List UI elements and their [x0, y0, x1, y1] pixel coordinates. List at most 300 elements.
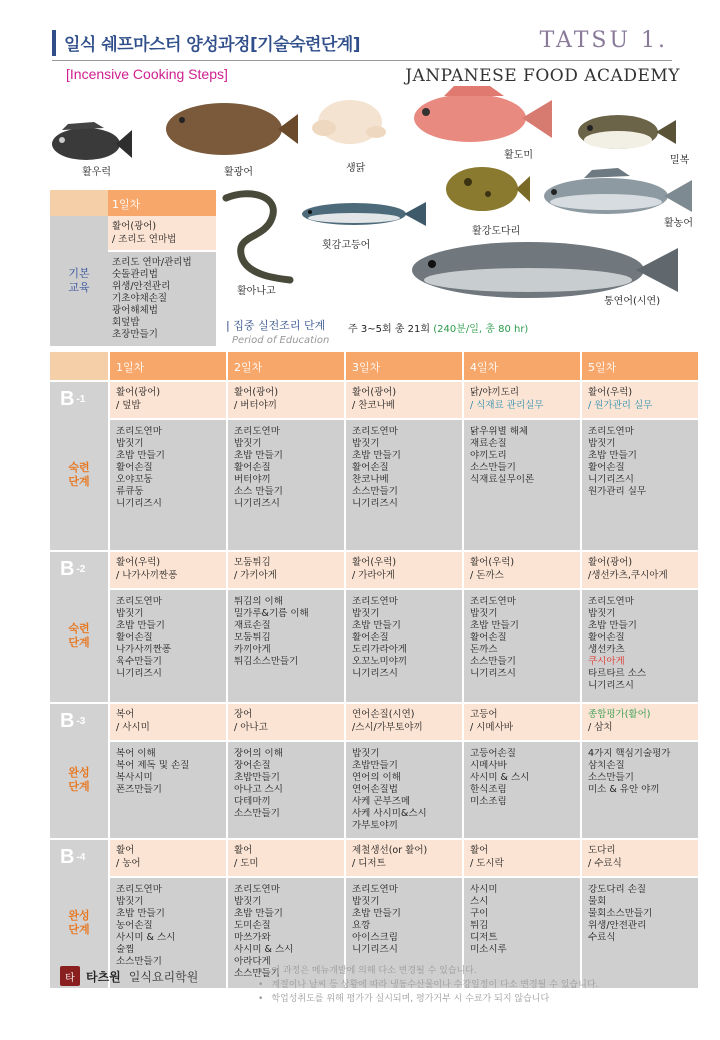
day-menu	[228, 840, 344, 876]
day-menu	[346, 840, 462, 876]
subtitle: [Incensive Cooking Steps]	[66, 66, 228, 82]
day-item: 조리도연마	[352, 426, 398, 437]
day-cell	[462, 552, 580, 702]
day-cell	[226, 704, 344, 838]
day-cell	[344, 704, 462, 838]
stage-label	[50, 766, 108, 794]
day-menu-line: 모둠튀김	[234, 557, 271, 568]
intro-corner	[50, 190, 108, 216]
stage-label-line: 단계	[68, 923, 90, 936]
day-cell	[462, 382, 580, 550]
stage-label-line: 숙련	[68, 461, 90, 474]
day-header: 3일차	[344, 352, 462, 380]
day-item: 4가지 핵심기술평가	[588, 748, 671, 759]
day-item: 초밥 만들기	[352, 908, 401, 919]
day-item: 고등어손질	[470, 748, 516, 759]
day-menu	[464, 552, 580, 588]
day-item: 소스 만들기	[234, 486, 283, 497]
day-item: 아라다게	[234, 956, 271, 967]
stage-side	[50, 382, 108, 550]
day-item: 아이스크림	[352, 932, 398, 943]
day-items	[582, 876, 698, 988]
day-item: 밥짓기	[352, 748, 380, 759]
day-item: 오꼬노미야끼	[352, 656, 408, 667]
day-item: 시메사바	[470, 760, 507, 771]
day-menu-line: /생선카츠,쿠시아게	[588, 570, 668, 581]
stage-code-number: -2	[76, 564, 86, 576]
day-item: 생선카츠	[588, 644, 625, 655]
day-item: 밥짓기	[234, 896, 262, 907]
day-item: 복어 이해	[116, 748, 156, 759]
stage-code-number: -4	[76, 852, 86, 864]
period-english: Period of Education	[232, 335, 330, 346]
period-frequency: 주 3~5회 총 21회	[348, 324, 431, 335]
day-item: 농어손질	[116, 920, 153, 931]
day-cell	[226, 552, 344, 702]
stage-label	[50, 909, 108, 937]
day-item: 수료식	[588, 932, 616, 943]
day-item: 니기리즈시	[234, 498, 280, 509]
day-item: 밥짓기	[352, 608, 380, 619]
day-item: 밥짓기	[116, 896, 144, 907]
day-item: 소스만들기	[116, 956, 162, 967]
day-item: 소스만들기	[470, 462, 516, 473]
fish-label: 횟감고등어	[322, 240, 371, 251]
day-item: 폰즈만들기	[116, 784, 162, 795]
stage-label-line: 숙련	[68, 622, 90, 635]
day-menu-line: 활어(광어)	[116, 387, 161, 398]
grid-corner	[50, 352, 108, 380]
intro-items	[108, 252, 216, 346]
day-items	[464, 588, 580, 702]
day-item: 소스만들기	[470, 656, 516, 667]
day-item: 초밥 만들기	[352, 450, 401, 461]
stage-code-letter: B	[60, 388, 75, 410]
day-menu-line: 활어(광어)	[234, 387, 279, 398]
day-item: 활어손질	[352, 632, 389, 643]
intro-menu-line: 활어(광어)	[112, 221, 157, 232]
day-menu	[582, 704, 698, 740]
day-item: 밥짓기	[588, 438, 616, 449]
day-cell	[580, 382, 698, 550]
day-menu	[110, 840, 226, 876]
day-item: 복어 제독 및 손질	[116, 760, 190, 771]
footer-logo	[60, 966, 198, 986]
day-item: 버터야끼	[234, 474, 271, 485]
day-item: 밥짓기	[116, 608, 144, 619]
day-item: 복사시미	[116, 772, 153, 783]
day-item: 니기리즈시	[352, 668, 398, 679]
stage-code	[60, 388, 85, 411]
day-item: 강도다리 손질	[588, 884, 647, 895]
day-menu-line: / 버터야끼	[234, 400, 277, 411]
day-menu-line: /스시/가부토야끼	[352, 722, 423, 733]
day-item: 디저트	[470, 932, 498, 943]
intro-stage-text: 기본 교육	[68, 267, 90, 294]
day-menu-line: 활어(우럭)	[116, 557, 161, 568]
day-menu	[464, 840, 580, 876]
day-cell	[108, 704, 226, 838]
day-item: 활어손질	[588, 462, 625, 473]
day-item: 밥짓기	[588, 608, 616, 619]
day-item: 조리도연마	[588, 596, 634, 607]
intro-item: 초장만들기	[112, 329, 158, 340]
day-item: 도미손질	[234, 920, 271, 931]
day-item: 조리도연마	[352, 884, 398, 895]
intro-table	[50, 190, 216, 346]
day-items	[228, 418, 344, 550]
day-menu	[228, 552, 344, 588]
day-item: 활어손질	[234, 462, 271, 473]
fish-label: 활아나고	[237, 286, 276, 297]
day-menu-line: 활어(우럭)	[470, 557, 515, 568]
day-cell	[462, 704, 580, 838]
day-item: 튀김	[470, 920, 489, 931]
day-item: 조리도연마	[234, 426, 280, 437]
snapper-image	[404, 82, 554, 150]
page-title: 일식 쉐프마스터 양성과정[기술숙련단계]	[64, 35, 361, 55]
day-item: 활어손질	[588, 632, 625, 643]
pufferfish-image	[568, 110, 678, 154]
day-items	[346, 588, 462, 702]
day-menu-line: 복어	[116, 709, 135, 720]
day-item: 닭우위별 해체	[470, 426, 529, 437]
footer-note: • 학업성취도를 위해 평가가 실시되며, 평가거부 시 수료가 되지 않습니다	[258, 992, 598, 1006]
fish-label: 활도미	[504, 150, 533, 161]
day-header: 5일차	[580, 352, 698, 380]
day-header: 1일차	[108, 352, 226, 380]
day-item: 아나고 스시	[234, 784, 283, 795]
day-item: 사케 곤부즈메	[352, 796, 411, 807]
day-items	[110, 418, 226, 550]
day-item: 조리도연마	[116, 596, 162, 607]
day-item: 미소조림	[470, 796, 507, 807]
day-menu-line: 활어(광어)	[352, 387, 397, 398]
day-menu-line: 활어(우럭)	[352, 557, 397, 568]
day-menu-line: / 수료식	[588, 858, 622, 869]
day-item: 쿠시아게	[588, 656, 625, 667]
day-item: 초밥 만들기	[116, 908, 165, 919]
day-menu-line: / 사시미	[116, 722, 150, 733]
day-item: 조리도연마	[352, 596, 398, 607]
day-item: 재료손질	[234, 620, 271, 631]
day-menu-line: / 농어	[116, 858, 141, 869]
day-item: 니기리즈시	[470, 668, 516, 679]
day-item: 사시미 & 스시	[234, 944, 294, 955]
eel-image	[220, 188, 300, 284]
period-hours: (240분/일, 총 80 hr)	[433, 324, 529, 335]
day-item: 오야꼬동	[116, 474, 153, 485]
day-item: 미소 & 유안 야끼	[588, 784, 660, 795]
intro-menu	[108, 216, 216, 252]
day-items	[582, 740, 698, 838]
stage-section	[50, 550, 698, 702]
day-item: 사케 사시미&스시	[352, 808, 427, 819]
day-item: 삼치손질	[588, 760, 625, 771]
grid-header-row	[50, 352, 698, 380]
day-item: 육수만들기	[116, 656, 162, 667]
day-item: 사시미	[470, 884, 498, 895]
day-item: 스시	[470, 896, 489, 907]
stage-code-number: -3	[76, 716, 86, 728]
day-item: 초밥 만들기	[116, 620, 165, 631]
stage-label-line: 단계	[68, 475, 90, 488]
day-item: 초밥 만들기	[352, 620, 401, 631]
day-item: 카끼아게	[234, 644, 271, 655]
day-item: 소스만들기	[234, 968, 280, 979]
day-item: 위생/안전관리	[588, 920, 647, 931]
day-cell	[580, 704, 698, 838]
day-item: 니기리즈시	[588, 474, 634, 485]
stage-label	[50, 461, 108, 489]
day-menu	[346, 552, 462, 588]
brand-logo: TATSU 1.	[539, 28, 668, 53]
fish-label: 활농어	[664, 218, 693, 229]
day-item: 술찜	[116, 944, 135, 955]
day-item: 활어손질	[116, 462, 153, 473]
day-cell	[344, 382, 462, 550]
day-item: 초밥 만들기	[470, 620, 519, 631]
intro-item: 광어해체법	[112, 305, 158, 316]
period-heading	[226, 317, 329, 346]
day-item: 밥짓기	[116, 438, 144, 449]
intro-menu-line: / 조리도 연마법	[112, 234, 177, 245]
day-item: 도리가라아게	[352, 644, 408, 655]
day-item: 요깡	[352, 920, 371, 931]
fish-label: 생닭	[346, 163, 366, 174]
day-item: 활어손질	[352, 462, 389, 473]
day-menu-line: / 원가관리 실무	[588, 400, 653, 411]
day-menu	[464, 382, 580, 418]
stage-section	[50, 702, 698, 838]
day-item: 활어손질	[116, 632, 153, 643]
fish-label: 활우럭	[82, 167, 111, 178]
day-menu	[228, 704, 344, 740]
mackerel-image	[296, 196, 428, 232]
stage-label-line: 단계	[68, 780, 90, 793]
day-item: 밀가루&기름 이해	[234, 608, 309, 619]
fish-label: 활강도다리	[472, 226, 521, 237]
day-menu	[582, 382, 698, 418]
footer-notes	[258, 964, 598, 1006]
day-menu-line: / 도시락	[470, 858, 504, 869]
day-item: 사시미 & 스시	[470, 772, 530, 783]
day-menu-line: / 나가사끼짠퐁	[116, 570, 178, 581]
day-menu-line: / 시메사바	[470, 722, 513, 733]
day-menu	[464, 704, 580, 740]
day-items	[464, 418, 580, 550]
day-cell	[580, 552, 698, 702]
day-item: 구이	[470, 908, 489, 919]
day-menu-line: 닭/야끼도리	[470, 387, 520, 398]
starry-flounder-image	[440, 160, 532, 218]
stage-side	[50, 704, 108, 838]
day-item: 밥짓기	[234, 438, 262, 449]
day-cell	[108, 382, 226, 550]
day-items	[110, 588, 226, 702]
day-item: 조리도연마	[470, 596, 516, 607]
day-menu-line: 제철생선(or 활어)	[352, 845, 428, 856]
day-menu-line: 장어	[234, 709, 253, 720]
day-cell	[344, 552, 462, 702]
day-item: 초밥 만들기	[588, 620, 637, 631]
logo-sub: 일식요리학원	[128, 969, 199, 984]
day-item: 모둠튀김	[234, 632, 271, 643]
intro-stage-label	[50, 216, 108, 346]
day-menu	[110, 552, 226, 588]
stage-label-line: 완성	[68, 766, 90, 779]
period-info	[348, 320, 528, 335]
intro-item: 조리도 연마/관리법	[112, 257, 192, 268]
day-menu-line: 종합평가(활어)	[588, 709, 651, 720]
day-menu-line: / 디저트	[352, 858, 386, 869]
day-menu-line: / 식재료 관리실무	[470, 400, 544, 411]
day-item: 소스만들기	[352, 486, 398, 497]
day-item: 타르타르 소스	[588, 668, 647, 679]
rockfish-image	[44, 118, 134, 168]
fish-label: 통연어(시연)	[604, 296, 661, 307]
day-item: 조리도연마	[116, 426, 162, 437]
chicken-image	[306, 92, 390, 152]
day-item: 니기리즈시	[116, 668, 162, 679]
flounder-image	[160, 98, 300, 160]
day-item: 초밥 만들기	[588, 450, 637, 461]
stage-section	[50, 380, 698, 550]
stage-code	[60, 710, 85, 733]
day-item: 원가관리 실무	[588, 486, 647, 497]
day-items	[346, 418, 462, 550]
day-item: 초밥 만들기	[116, 450, 165, 461]
day-menu-line: 활어	[234, 845, 253, 856]
day-menu-line: / 삼치	[588, 722, 613, 733]
day-menu	[346, 382, 462, 418]
day-item: 소스만들기	[234, 808, 280, 819]
title-divider	[52, 60, 672, 61]
day-menu	[228, 382, 344, 418]
day-item: 미소시루	[470, 944, 507, 955]
day-header: 4일차	[462, 352, 580, 380]
day-items	[582, 588, 698, 702]
stage-code-number: -1	[76, 394, 86, 406]
day-item: 초밥만들기	[234, 772, 280, 783]
logo-mark: 타	[60, 966, 80, 986]
day-menu-line: / 가키아게	[234, 570, 277, 581]
stage-code	[60, 558, 85, 581]
day-item: 니기리즈시	[116, 498, 162, 509]
day-item: 사시미 & 스시	[116, 932, 176, 943]
day-menu-line: / 아나고	[234, 722, 268, 733]
day-menu	[582, 840, 698, 876]
stage-code-letter: B	[60, 558, 75, 580]
day-items	[464, 740, 580, 838]
day-menu-line: 연어손질(시연)	[352, 709, 415, 720]
day-item: 나가사끼짠퐁	[116, 644, 172, 655]
day-items	[228, 740, 344, 838]
stage-label-line: 단계	[68, 636, 90, 649]
fish-label: 활광어	[224, 167, 253, 178]
day-item: 류큐동	[116, 486, 144, 497]
day-item: 다테마끼	[234, 796, 271, 807]
intro-item: 기초야채손질	[112, 293, 168, 304]
day-item: 연어손질법	[352, 784, 398, 795]
day-menu	[346, 704, 462, 740]
day-item: 장어의 이해	[234, 748, 283, 759]
day-item: 돈까스	[470, 644, 498, 655]
day-item: 식재료실무이론	[470, 474, 535, 485]
day-menu-line: 활어	[116, 845, 135, 856]
day-item: 조리도연마	[234, 884, 280, 895]
day-item: 튀김의 이해	[234, 596, 283, 607]
page-title-bar	[52, 30, 360, 56]
day-item: 물회소스만들기	[588, 908, 653, 919]
day-item: 밥짓기	[470, 608, 498, 619]
day-items	[110, 740, 226, 838]
logo-name: 타츠원	[86, 969, 121, 984]
intro-item: 숫돌관리법	[112, 269, 158, 280]
day-menu-line: / 가라아게	[352, 570, 395, 581]
day-menu-line: / 도미	[234, 858, 259, 869]
day-cell	[226, 382, 344, 550]
day-menu-line: 활어(우럭)	[588, 387, 633, 398]
day-menu-line: 활어(광어)	[588, 557, 633, 568]
day-item: 조리도연마	[116, 884, 162, 895]
day-item: 마쓰가와	[234, 932, 271, 943]
day-items	[228, 588, 344, 702]
stage-label	[50, 622, 108, 650]
day-cell	[108, 552, 226, 702]
day-item: 소스만들기	[588, 772, 634, 783]
day-menu	[110, 382, 226, 418]
day-item: 니기리즈시	[352, 498, 398, 509]
stage-code-letter: B	[60, 710, 75, 732]
day-item: 초밥만들기	[352, 760, 398, 771]
footer-note: • 이 과정은 메뉴개발에 의해 다소 변경될 수 있습니다.	[258, 964, 598, 978]
day-menu-line: 고등어	[470, 709, 498, 720]
day-item: 활어손질	[470, 632, 507, 643]
day-item: 연어의 이해	[352, 772, 401, 783]
intro-day-header: 1일차	[108, 190, 216, 216]
day-menu-line: 도다리	[588, 845, 616, 856]
academy-name: JANPANESE FOOD ACADEMY	[405, 66, 680, 86]
period-label: | 집중 실전조리 단계	[226, 319, 326, 332]
day-item: 야끼도리	[470, 450, 507, 461]
day-item: 찬코나베	[352, 474, 389, 485]
day-item: 가부토야끼	[352, 820, 398, 831]
day-menu-line: / 찬코나베	[352, 400, 395, 411]
day-item: 장어손질	[234, 760, 271, 771]
fish-label: 밀복	[670, 155, 690, 166]
stage-code	[60, 846, 85, 869]
intro-item: 회덮밥	[112, 317, 140, 328]
day-item: 조리도연마	[588, 426, 634, 437]
day-header: 2일차	[226, 352, 344, 380]
day-item: 초밥 만들기	[234, 908, 283, 919]
day-item: 초밥 만들기	[234, 450, 283, 461]
curriculum-grid	[50, 352, 698, 988]
day-items	[346, 740, 462, 838]
day-item: 한식조림	[470, 784, 507, 795]
stage-code-letter: B	[60, 846, 75, 868]
intro-item: 위생/안전관리	[112, 281, 171, 292]
day-items	[582, 418, 698, 550]
day-menu	[582, 552, 698, 588]
stage-side	[50, 552, 108, 702]
stage-label-line: 완성	[68, 909, 90, 922]
day-item: 재료손질	[470, 438, 507, 449]
day-item: 튀김소스만들기	[234, 656, 299, 667]
day-item: 밥짓기	[352, 896, 380, 907]
day-item: 물회	[588, 896, 607, 907]
